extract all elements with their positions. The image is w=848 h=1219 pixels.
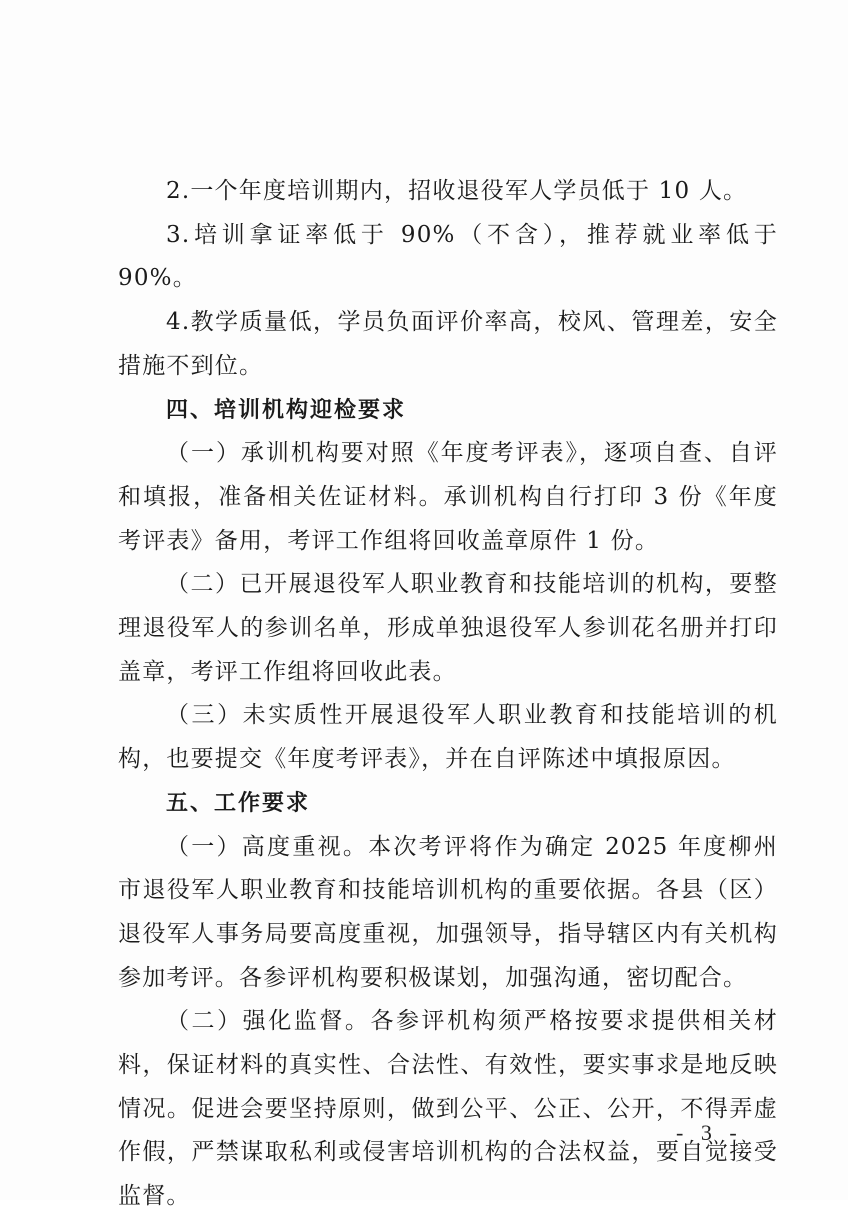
section-heading-work-requirements: 五、工作要求 (166, 790, 311, 816)
inspection-requirement-1: （一）承训机构要对照《年度考评表》，逐项自查、自评和填报，准备相关佐证材料。承训机构自行打印 3 份《年度考评表》备用，考评工作组将回收盖章原件 1 份。 (118, 440, 778, 554)
item-2-min-students: 2.一个年度培训期内，招收退役军人学员低于 10 人。 (166, 178, 748, 204)
inspection-requirement-2: （二）已开展退役军人职业教育和技能培训的机构，要整理退役军人的参训名单，形成单独退役军人参训花名册并打印盖章，考评工作组将回收此表。 (118, 571, 778, 685)
work-requirement-2: （二）强化监督。各参评机构须严格按要求提供相关材料，保证材料的真实性、合法性、有效性，要实事求是地反映情况。促进会要坚持原则，做到公平、公正、公开，不得弄虚作假，严禁谋取私利或侵害培训机构的合法权益，要自觉接受监督。 (118, 1008, 778, 1210)
inspection-requirement-3: （三）未实质性开展退役军人职业教育和技能培训的机构，也要提交《年度考评表》，并在自评陈述中填报原因。 (118, 702, 778, 773)
page-number: - 3 - (676, 1120, 743, 1145)
document-body (118, 170, 778, 1219)
section-heading-inspection: 四、培训机构迎检要求 (166, 397, 407, 423)
work-requirement-1: （一）高度重视。本次考评将作为确定 2025 年度柳州市退役军人职业教育和技能培训机构的重要依据。各县（区）退役军人事务局要高度重视，加强领导，指导辖区内有关机构参加考评。各参评机构要积极谋划，加强沟通，密切配合。 (118, 833, 778, 991)
item-4-teaching-quality: 4.教学质量低，学员负面评价率高，校风、管理差，安全措施不到位。 (118, 309, 778, 379)
item-3-certification-rate: 3.培训拿证率低于 90%（不含），推荐就业率低于 90%。 (118, 221, 778, 292)
